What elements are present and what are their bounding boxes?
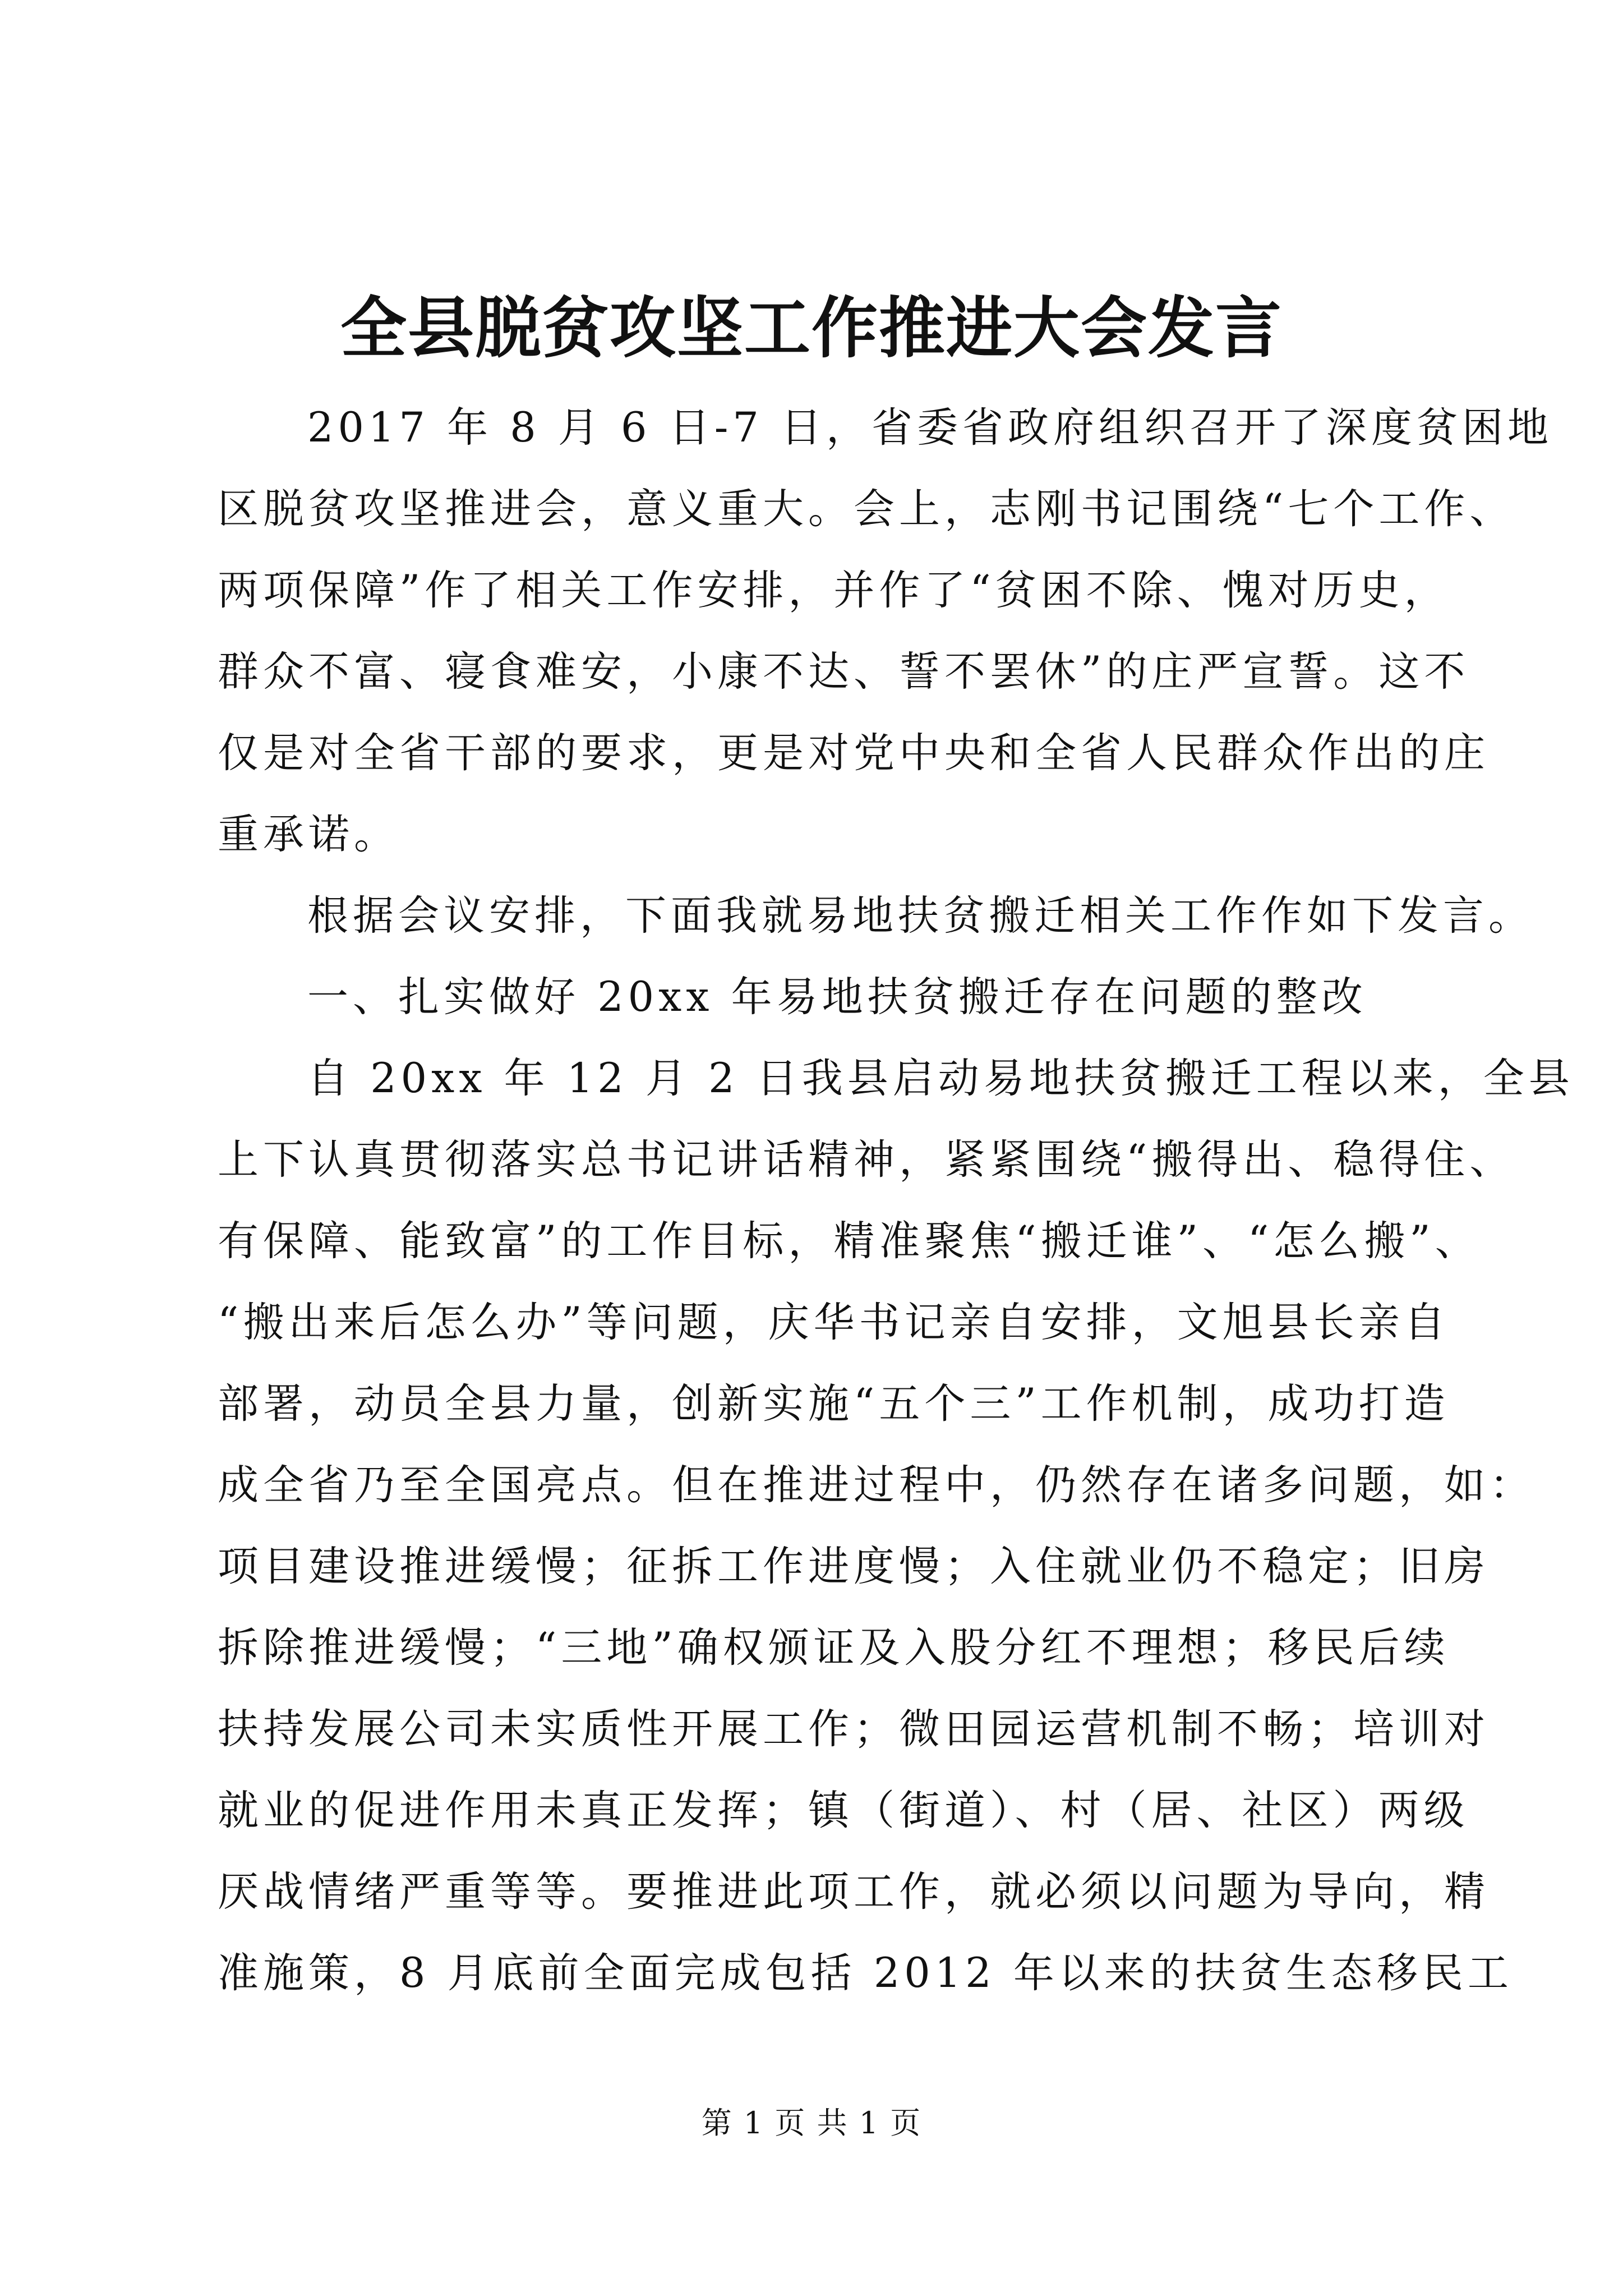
paragraph-line: 群众不富、寝食难安，小康不达、誓不罢休”的庄严宣誓。这不 [218,648,1470,696]
paragraph-line: 仅是对全省干部的要求，更是对党中央和全省人民群众作出的庄 [218,729,1490,777]
paragraph-line: 2017 年 8 月 6 日-7 日，省委省政府组织召开了深度贫困地 [307,404,1553,452]
paragraph-line: 准施策，8 月底前全面完成包括 2012 年以来的扶贫生态移民工 [218,1949,1513,1997]
paragraph-line: 有保障、能致富”的工作目标，精准聚焦“搬迁谁”、“怎么搬”、 [218,1217,1481,1265]
page-footer: 第 1 页 共 1 页 [701,2105,922,2141]
paragraph-line: 就业的促进作用未真正发挥；镇（街道）、村（居、社区）两级 [218,1787,1469,1834]
paragraph-line: 上下认真贯彻落实总书记讲话精神，紧紧围绕“搬得出、稳得住、 [218,1136,1515,1184]
paragraph-line: 自 20xx 年 12 月 2 日我县启动易地扶贫搬迁工程以来，全县 [307,1055,1574,1102]
paragraph-line: 部署，动员全县力量，创新实施“五个三”工作机制，成功打造 [218,1380,1450,1428]
paragraph-line: 拆除推进缓慢；“三地”确权颁证及入股分红不理想；移民后续 [218,1624,1450,1672]
paragraph-line: 重承诺。 [218,811,399,858]
paragraph-line: 成全省乃至全国亮点。但在推进过程中，仍然存在诸多问题，如： [218,1461,1535,1509]
paragraph-line: 根据会议安排，下面我就易地扶贫搬迁相关工作作如下发言。 [307,892,1534,940]
paragraph-line: 项目建设推进缓慢；征拆工作进度慢；入住就业仍不稳定；旧房 [218,1543,1490,1590]
document-body [218,387,1574,2014]
document-title: 全县脱贫攻坚工作推进大会发言 [340,289,1283,367]
paragraph-line: 区脱贫攻坚推进会，意义重大。会上，志刚书记围绕“七个工作、 [218,485,1515,533]
section-heading: 一、扎实做好 20xx 年易地扶贫搬迁存在问题的整改 [307,973,1367,1021]
paragraph-line: 两项保障”作了相关工作安排，并作了“贫困不除、愧对历史， [218,567,1450,614]
paragraph-line: 厌战情绪严重等等。要推进此项工作，就必须以问题为导向，精 [218,1868,1490,1916]
paragraph-line: “搬出来后怎么办”等问题，庆华书记亲自安排，文旭县长亲自 [218,1299,1450,1346]
paragraph-line: 扶持发展公司未实质性开展工作；微田园运营机制不畅；培训对 [218,1705,1490,1753]
